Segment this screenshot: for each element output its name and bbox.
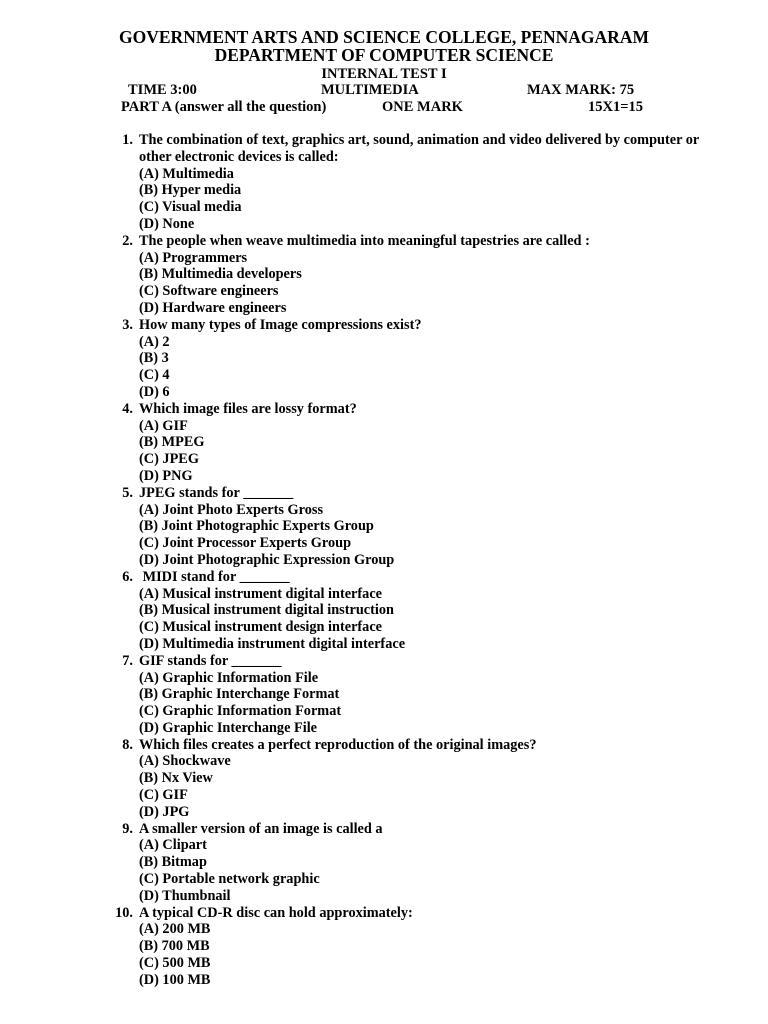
question-number-text: 2.: [122, 232, 133, 249]
question-number: [112, 233, 138, 250]
answer-option: (A) 200 MB: [139, 921, 211, 938]
answer-option: (A) GIF: [139, 417, 188, 434]
question-number-text: 10.: [115, 904, 133, 921]
answer-option: (A) Musical instrument digital interface: [139, 585, 383, 602]
question-item: [112, 132, 732, 233]
mark-calc-label: 15X1=15: [588, 99, 643, 115]
answer-option: (C) Joint Processor Experts Group: [139, 535, 352, 552]
question-number-text: 6.: [122, 568, 133, 585]
answer-option: (A) Clipart: [139, 837, 207, 854]
question-item: [112, 317, 732, 401]
max-mark-label: MAX MARK: 75: [527, 82, 635, 98]
answer-option: (C) JPEG: [139, 451, 199, 468]
question-item: [112, 737, 732, 821]
answer-option: (A) Shockwave: [139, 753, 231, 770]
answer-option: (C) 500 MB: [139, 955, 211, 972]
department-title: DEPARTMENT OF COMPUTER SCIENCE: [214, 45, 554, 65]
answer-option: (B) 3: [139, 350, 169, 367]
answer-option: (B) Bitmap: [139, 854, 207, 871]
question-text: Which image files are lossy format?: [139, 400, 357, 417]
answer-option: (A) Graphic Information File: [139, 669, 319, 686]
answer-option: (A) Programmers: [139, 249, 248, 266]
answer-option: (C) Graphic Information Format: [139, 703, 342, 720]
question-text: The combination of text, graphics art, sound, animation and video delivered by computer or other electronic devices is called:: [139, 132, 703, 165]
question-number: [112, 132, 138, 149]
question-number-text: 5.: [122, 484, 133, 501]
question-number: [112, 485, 138, 502]
question-number: [112, 569, 138, 586]
answer-option: (C) Software engineers: [139, 283, 279, 300]
answer-option: (C) 4: [139, 367, 170, 384]
subject-label: MULTIMEDIA: [321, 82, 419, 98]
question-number: [112, 401, 138, 418]
question-number-text: 9.: [122, 820, 133, 837]
answer-option: (D) Thumbnail: [139, 887, 231, 904]
question-text: GIF stands for _______: [139, 652, 282, 669]
answer-option: (A) Joint Photo Experts Gross: [139, 501, 324, 518]
answer-option: (B) 700 MB: [139, 938, 210, 955]
answer-option: (D) JPG: [139, 803, 190, 820]
answer-option: (B) Musical instrument digital instruction: [139, 602, 394, 619]
question-number: [112, 821, 138, 838]
question-text: MIDI stand for _______: [139, 568, 290, 585]
question-number-text: 8.: [122, 736, 133, 753]
answer-option: (D) None: [139, 215, 195, 232]
answer-option: (D) Hardware engineers: [139, 299, 287, 316]
part-label: PART A (answer all the question): [121, 99, 327, 115]
question-number-text: 4.: [122, 400, 133, 417]
question-item: [112, 653, 732, 737]
question-text: How many types of Image compressions exist?: [139, 316, 422, 333]
test-title: INTERNAL TEST I: [321, 66, 447, 82]
time-label: TIME 3:00: [128, 82, 197, 98]
answer-option: (D) Graphic Interchange File: [139, 719, 318, 736]
question-number-text: 7.: [122, 652, 133, 669]
question-item: [112, 485, 732, 569]
answer-option: (B) Graphic Interchange Format: [139, 686, 340, 703]
answer-option: (D) Joint Photographic Expression Group: [139, 551, 395, 568]
answer-option: (B) Hyper media: [139, 182, 242, 199]
question-text: Which files creates a perfect reproduction of the original images?: [139, 736, 537, 753]
answer-option: (A) 2: [139, 333, 170, 350]
answer-option: (C) Portable network graphic: [139, 871, 320, 888]
question-number-text: 3.: [122, 316, 133, 333]
answer-option: (B) Nx View: [139, 770, 213, 787]
answer-option: (D) PNG: [139, 467, 193, 484]
answer-option: (C) GIF: [139, 787, 188, 804]
answer-option: (B) Joint Photographic Experts Group: [139, 518, 374, 535]
answer-option: (D) 6: [139, 383, 170, 400]
question-number: [112, 905, 138, 922]
answer-option: (B) Multimedia developers: [139, 266, 302, 283]
question-text: The people when weave multimedia into meaningful tapestries are called :: [139, 232, 590, 249]
question-number-text: 1.: [122, 132, 133, 148]
question-item: [112, 821, 732, 905]
question-number: [112, 317, 138, 334]
question-item: [112, 401, 732, 485]
question-text: JPEG stands for _______: [139, 484, 294, 501]
mark-type-label: ONE MARK: [382, 99, 463, 115]
question-text: A smaller version of an image is called a: [139, 820, 383, 837]
answer-option: (B) MPEG: [139, 434, 205, 451]
question-number: [112, 737, 138, 754]
question-item: [112, 905, 732, 989]
question-list: [112, 132, 732, 989]
answer-option: (C) Musical instrument design interface: [139, 619, 383, 636]
question-number: [112, 653, 138, 670]
question-text: A typical CD-R disc can hold approximately:: [139, 904, 413, 921]
answer-option: (D) Multimedia instrument digital interface: [139, 635, 406, 652]
answer-option: (C) Visual media: [139, 199, 242, 216]
answer-option: (D) 100 MB: [139, 971, 211, 988]
college-title: GOVERNMENT ARTS AND SCIENCE COLLEGE, PENNAGARAM: [119, 27, 649, 47]
question-item: [112, 569, 732, 653]
answer-option: (A) Multimedia: [139, 165, 234, 182]
question-item: [112, 233, 732, 317]
